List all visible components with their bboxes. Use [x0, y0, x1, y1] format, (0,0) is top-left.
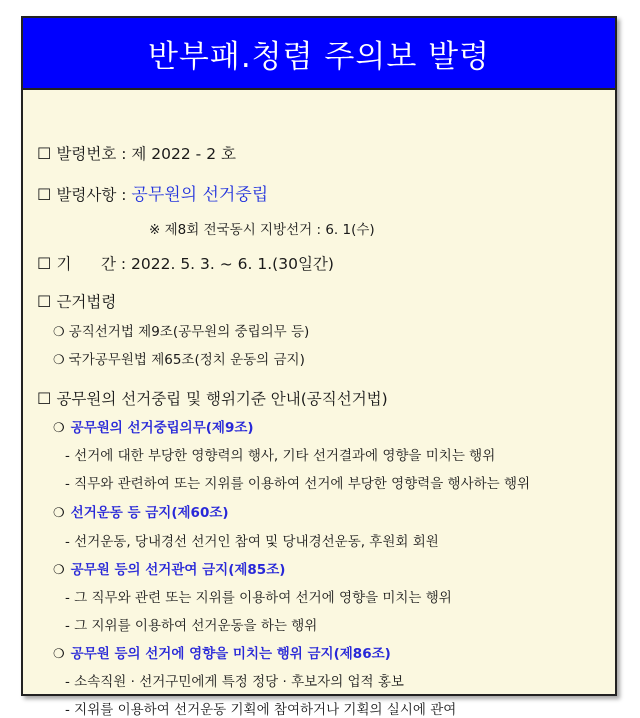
matter-value: 공무원의 선거중립: [131, 185, 269, 205]
checkbox-square-icon: ☐: [37, 185, 52, 204]
circle-bullet-icon: ❍: [53, 353, 65, 368]
guide-line: - 지위를 이용하여 선거운동 기획에 참여하거나 기획의 실시에 관여: [65, 702, 457, 718]
issue-number-row: [37, 142, 236, 164]
guide-section-title: [53, 501, 229, 521]
guide-line: - 선거에 대한 부당한 영향력의 행사, 기타 선거결과에 영향을 미치는 행위: [65, 448, 496, 464]
basis-heading: 근거법령: [56, 293, 117, 311]
basis-item-text: 공직선거법 제9조(공무원의 중립의무 등): [68, 324, 310, 340]
checkbox-square-icon: ☐: [37, 144, 52, 163]
section-title-text: 공무원 등의 선거관여 금지(제85조): [70, 562, 286, 578]
section-title-text: 선거운동 등 금지(제60조): [70, 505, 229, 521]
matter-row: [37, 180, 268, 205]
checkbox-square-icon: ☐: [37, 389, 52, 408]
page-title: 반부패.청렴 주의보 발령: [147, 38, 491, 75]
basis-item-text: 국가공무원법 제65조(정치 운동의 금지): [68, 352, 305, 368]
guide-line: - 선거운동, 당내경선 선거인 참여 및 당내경선운동, 후원회 회원: [65, 534, 439, 550]
period-row: [37, 252, 334, 274]
guide-line: - 그 직무와 관련 또는 지위를 이용하여 선거에 영향을 미치는 행위: [65, 590, 452, 606]
guide-section-title: [53, 642, 391, 662]
guide-section-title: [53, 416, 254, 436]
guide-heading: 공무원의 선거중립 및 행위기준 안내(공직선거법): [56, 390, 388, 408]
section-title-text: 공무원의 선거중립의무(제9조): [70, 420, 254, 436]
matter-label: 발령사항 :: [56, 186, 132, 204]
circle-bullet-icon: ❍: [53, 563, 65, 578]
period-text: 기 간 : 2022. 5. 3. ~ 6. 1.(30일간): [56, 255, 334, 273]
guide-line: - 그 지위를 이용하여 선거운동을 하는 행위: [65, 618, 318, 634]
election-note: ※ 제8회 전국동시 지방선거 : 6. 1(수): [149, 222, 375, 238]
title-bar: [23, 18, 615, 90]
circle-bullet-icon: ❍: [53, 325, 65, 340]
checkbox-square-icon: ☐: [37, 292, 52, 311]
circle-bullet-icon: ❍: [53, 506, 65, 521]
checkbox-square-icon: ☐: [37, 254, 52, 273]
issue-number-text: 발령번호 : 제 2022 - 2 호: [56, 145, 236, 163]
guide-heading-row: [37, 387, 388, 409]
circle-bullet-icon: ❍: [53, 647, 65, 662]
guide-section-title: [53, 558, 285, 578]
guide-line: - 소속직원 · 선거구민에게 특정 정당 · 후보자의 업적 홍보: [65, 674, 404, 690]
notice-frame: [21, 16, 617, 718]
basis-item: [53, 320, 309, 340]
basis-item: [53, 348, 305, 368]
guide-line: - 직무와 관련하여 또는 지위를 이용하여 선거에 부당한 영향력을 행사하는 행위: [65, 476, 531, 492]
circle-bullet-icon: ❍: [53, 421, 65, 436]
basis-heading-row: [37, 290, 116, 312]
section-title-text: 공무원 등의 선거에 영향을 미치는 행위 금지(제86조): [70, 646, 391, 662]
